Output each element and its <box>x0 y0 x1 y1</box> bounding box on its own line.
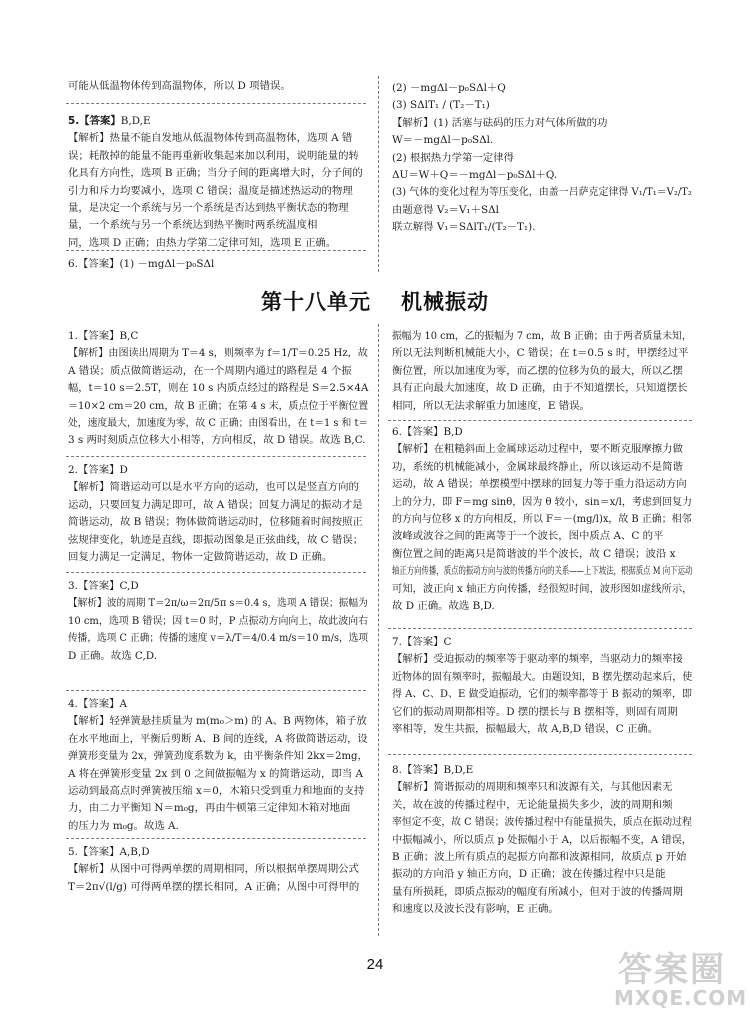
q-line: 10 cm，选项 B 错误；因 t＝0 时，P 点振动方向向上，故此波向右 <box>68 614 369 627</box>
section-divider <box>66 572 366 573</box>
q-line: 力，由二力平衡知 N＝m₀g，再由牛顿第三定律知木箱对地面 <box>68 802 351 815</box>
tr-line: (3) 气体的变化过程为等压变化，由盖一吕萨克定律得 V₁/T₁＝V₂/T₂ <box>392 186 692 199</box>
tr-line: 联立解得 V₁＝SΔlT₁/(T₂－T₁). <box>392 221 536 234</box>
q-line: 近物体的固有频率时，振幅最大。由题设知，B 摆先摆动起来后，使 <box>392 670 693 683</box>
q-line: ＝10×2 cm＝20 cm，故 B 正确；在第 4 s 末，质点位于平衡位置 <box>68 399 369 412</box>
q-line: 的方向与位移 x 的方向相反，所以 F＝－(mg/l)x，故 B 正确；相邻 <box>392 513 692 526</box>
q-line: 振幅为 10 cm，乙的振幅为 7 cm，故 B 正确；由于两者质量未知， <box>392 330 692 342</box>
q5-analysis-line: 化具有方向性，选项 B 正确；当分子间的距离增大时，分子间的 <box>68 167 363 180</box>
q-line: 处，速度最大，加速度为零，故 C 正确；由图看出，在 t＝1 s 和 t＝ <box>68 417 369 430</box>
q-line: 1.【答案】B,C <box>68 330 139 342</box>
section-divider <box>388 754 692 755</box>
left-q5-block <box>68 844 368 896</box>
q-line: 功，系统的机械能减小，金属球最终静止，所以该运动不是简谐 <box>392 460 683 473</box>
q-line: 运动到最高点时弹簧被压缩 x＝0，木箱只受到重力和地面的支持 <box>68 785 365 798</box>
tr-line: (3) SΔlT₁ / (T₂－T₁) <box>392 99 490 112</box>
q-line: 【解析】从图中可得两单摆的周期相同，所以根据单摆周期公式 <box>68 863 359 876</box>
q-line: 量有所损耗，即质点振动的幅度有所减小，但对于波的传播周期 <box>392 885 683 898</box>
q-line: T＝2π√(l/g) 可得两单摆的摆长相同，A 正确；从图中可得甲的 <box>68 880 360 893</box>
left-q4-block <box>68 696 368 835</box>
watermark-logo-text: 答案圈 <box>618 950 726 990</box>
q-line: 【解析】简谐振动的周期和频率只和波源有关，与其他因素无 <box>392 781 673 794</box>
q-line: 的压力为 m₀g。故选 A. <box>68 819 179 832</box>
tr-line: W＝－mgΔl－p₀SΔl. <box>392 134 494 147</box>
left-q1-block <box>68 328 368 450</box>
q-line: 运动，故 A 错误；单摆模型中摆球的回复力等于重力沿运动方向 <box>392 478 687 491</box>
site-watermark <box>612 942 748 1014</box>
q-line: 可知，波正向 x 轴正方向传播，经很短时间，波形图如虚线所示， <box>392 582 693 595</box>
q-line: B 正确；波上所有质点的起振方向都和波源相同，故质点 p 开始 <box>392 851 687 864</box>
q-line: 【解析】简谐运动可以是水平方向的运动，也可以是竖直方向的 <box>68 481 359 494</box>
q-line: 弹簧形变量为 2x，弹簧劲度系数为 k，由平衡条件知 2kx＝2mg， <box>68 750 368 763</box>
unit-number: 第十八单元 <box>261 290 371 314</box>
q-line: 5.【答案】A,B,D <box>68 846 150 858</box>
top-right-block <box>392 80 692 237</box>
q-line: 7.【答案】C <box>392 636 452 648</box>
q-line: 3 s 两时刻质点位移大小相等，方向相反，故 D 错误。故选 B,C. <box>68 434 366 447</box>
q-line: 4.【答案】A <box>68 698 127 710</box>
q-line: 它们的振动周期都相等。D 摆的摆长与 B 摆相等，则固有周期 <box>392 705 678 718</box>
q-line: 【解析】轻弹簧悬挂质量为 m(m₀＞m) 的 A、B 两物体，箱子放 <box>68 715 367 728</box>
q-line: 振动的方向沿 y 轴正方向，D 正确；波在传播过程中只是能 <box>392 868 666 881</box>
q-line: 6.【答案】B,D <box>392 426 463 438</box>
section-divider <box>388 628 692 629</box>
q5-analysis-line: 引力和斥力均要减小，选项 C 错误；温度是描述热运动的物理 <box>68 184 353 197</box>
section-divider <box>66 690 366 691</box>
q-line: 运动，只要回复力满足即可，故 A 错误；回复力满足的振动才是 <box>68 498 363 511</box>
section-divider <box>66 103 366 104</box>
q-line: A 错误；质点做简谐运动，在一个周期内通过的路程是 4 个振 <box>68 364 352 377</box>
column-divider <box>378 76 379 272</box>
q-line: 率相等，发生共振，振幅最大，故 A,B,D 错误，C 正确。 <box>392 723 659 736</box>
q-line: 幅，t＝10 s＝2.5T，则在 10 s 内质点经过的路程是 S＝2.5×4A <box>68 382 369 395</box>
page-number: 24 <box>366 956 384 973</box>
unit-title <box>0 286 750 316</box>
tr-line: ΔU＝W＋Q＝－mgΔl－p₀SΔl＋Q. <box>392 169 558 182</box>
q-line: A 将在弹簧形变量 2x 到 0 之间做振幅为 x 的简谐运动，即当 A <box>68 767 363 780</box>
q-line: 3.【答案】C,D <box>68 580 139 592</box>
q-line: 得 A、C、D、E 做受迫振动，它们的频率都等于 B 振动的频率，即 <box>392 688 692 701</box>
q-line: 关，故在波的传播过程中，无论能量损失多少，波的周期和频 <box>392 798 673 811</box>
q-line: D 正确。故选 C,D. <box>68 649 158 662</box>
q-line: 上的分力，即 F＝mg sinθ，因为 θ 较小，sin＝x/l，考虑到回复力 <box>392 495 693 508</box>
tr-line: 【解析】(1) 活塞与砝码的压力对气体所做的功 <box>392 116 608 129</box>
tr-line: (2) 根据热力学第一定律得 <box>392 151 514 164</box>
q-line: 2.【答案】D <box>68 464 128 476</box>
left-q2-block <box>68 462 368 566</box>
q-line: 简谐运动，故 B 错误；物体做简谐运动时，位移随着时间按照正 <box>68 516 363 529</box>
q5-thermo-block <box>68 113 368 252</box>
q5-analysis-line: 同，选项 D 正确；由热力学第二定律可知，选项 E 正确。 <box>68 236 337 249</box>
q-line: 回复力满足一定满足，物体一定做简谐运动，故 D 正确。 <box>68 551 333 564</box>
q-line: 传播，选项 C 正确；传播的速度 v＝λ/T＝4/0.4 m/s＝10 m/s，选项 <box>68 632 369 645</box>
q-line: 8.【答案】B,D,E <box>392 764 474 776</box>
q-line: 衡位置，所以加速度为零，而乙摆的位移为负的最大，所以乙摆 <box>392 364 683 377</box>
section-divider <box>388 420 692 421</box>
q-line: 轴正方向传播，质点的振动方向与波的传播方向的关系——上下坡法，根据质点 M 向下运动 <box>392 565 693 578</box>
right-continuation-block <box>392 328 692 415</box>
column-divider <box>378 324 379 936</box>
right-q6-block <box>392 424 692 615</box>
q-line: 【解析】波的周期 T＝2π/ω＝2π/5π s＝0.4 s，选项 A 错误；振幅为 <box>68 597 368 610</box>
q6-answer-line: 6.【答案】(1) －mgΔl－p₀SΔl <box>68 258 215 270</box>
watermark-url: MXQE.COM <box>614 986 748 1010</box>
q5-analysis-line: 误；耗散掉的能量不能再重新收集起来加以利用，说明能量的转 <box>68 149 359 162</box>
q6-thermo-block <box>68 256 368 273</box>
q-line: 中振幅减小，所以质点 p 处振幅小于 A，以后振幅不变，A 错误， <box>392 833 693 846</box>
q-line: 故 D 正确。故选 B,D. <box>392 600 495 613</box>
section-divider <box>66 250 366 251</box>
q-line: 和速度以及波长没有影响，E 正确。 <box>392 903 559 916</box>
tr-line: 由题意得 V₂＝V₁＋SΔl <box>392 203 499 216</box>
q-line: 衡位置之间的距离只是简谐波的半个波长，故 C 错误；波沿 x <box>392 547 676 560</box>
q-line: 【解析】由图读出周期为 T＝4 s，则频率为 f＝1/T＝0.25 Hz，故 <box>68 347 368 360</box>
q-line: 弦规律变化，轨迹是直线，即振动图象是正弦曲线，故 C 错误； <box>68 533 364 546</box>
section-divider <box>66 456 366 457</box>
q-line: 【解析】在粗糙斜面上金属球运动过程中，要不断克服摩擦力做 <box>392 443 683 456</box>
q5-analysis-line: 量，是决定一个系统与另一个系统是否达到热平衡状态的物理 <box>68 202 349 215</box>
q5-answer-line: 5.【答案】B,D,E <box>68 115 151 127</box>
unit-topic: 机械振动 <box>401 290 489 314</box>
q5-analysis-line: 量，一个系统与另一个系统达到热平衡时两系统温度相 <box>68 219 318 232</box>
q-line: 【解析】受迫振动的频率等于驱动率的频率，当驱动力的频率接 <box>392 653 683 666</box>
right-q7-block <box>392 634 692 738</box>
q-line: 率恒定不变，故 C 错误；波传播过程中有能量损失，质点在振动过程 <box>392 816 692 829</box>
tr-line: (2) －mgΔl－p₀SΔl＋Q <box>392 82 506 94</box>
right-q8-block <box>392 762 692 919</box>
top-left-block <box>68 78 368 95</box>
q-line: 在水平地面上，平衡后剪断 A、B 间的连线，A 将做简谐运动，设 <box>68 732 368 745</box>
section-divider <box>66 838 366 839</box>
left-q3-block <box>68 578 368 665</box>
previous-analysis-tail: 可能从低温物体传到高温物体，所以 D 项错误。 <box>68 80 291 92</box>
q-line: 波峰或波谷之间的距离等于一个波长，图中质点 A、C 的平 <box>392 530 664 543</box>
q5-analysis-line: 【解析】热量不能自发地从低温物体传到高温物体，选项 A 错 <box>68 132 353 145</box>
q-line: 相同，所以无法求解重力加速度，E 错误。 <box>392 399 590 412</box>
q-line: 所以无法判断机械能大小，C 错误；在 t＝0.5 s 时，甲摆经过平 <box>392 347 689 360</box>
q-line: 具有正向最大加速度，故 D 正确，由于不知道摆长，只知道摆长 <box>392 382 688 395</box>
